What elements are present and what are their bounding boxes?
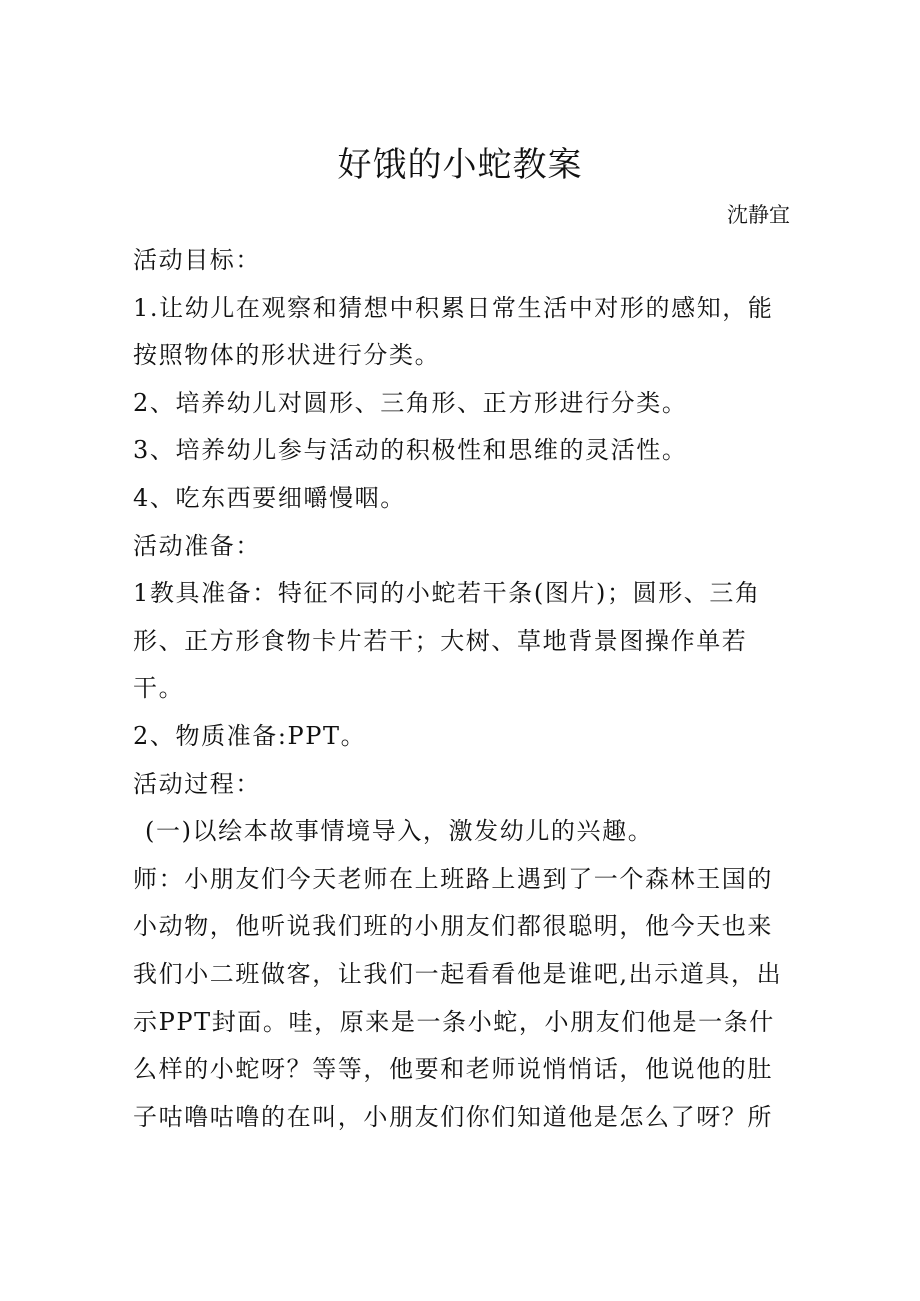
document-author: 沈静宜 <box>727 203 790 227</box>
preparation-item-2: 2、物质准备:PPT。 <box>133 721 367 750</box>
section-heading-preparation: 活动准备： <box>133 531 261 560</box>
goal-item-4: 4、吃东西要细嚼慢咽。 <box>133 483 406 512</box>
process-step-1-text: 师：小朋友们今天老师在上班路上遇到了一个森林王国的小动物，他听说我们班的小朋友们都很聪明，他今天也来我们小二班做客，让我们一起看看他是谁吧,出示道具，出示PPT封面。哇，原来是一条小蛇，小朋友们他是一条什么样的小蛇呀？等等，他要和老师说悄悄话，他说他的肚子咕噜咕噜的在叫，小朋友们你们知道他是怎么了呀？所 <box>133 864 783 1131</box>
goal-item-1: 1.让幼儿在观察和猜想中积累日常生活中对形的感知，能按照物体的形状进行分类。 <box>133 293 774 370</box>
section-heading-process: 活动过程： <box>133 769 261 798</box>
preparation-item-1: 1教具准备：特征不同的小蛇若干条(图片)；圆形、三角形、正方形食物卡片若干；大树、草地背景图操作单若干。 <box>133 579 761 703</box>
goal-item-2: 2、培养幼儿对圆形、三角形、正方形进行分类。 <box>133 388 688 417</box>
goal-item-3: 3、培养幼儿参与活动的积极性和思维的灵活性。 <box>133 436 688 465</box>
process-step-1-heading: (一)以绘本故事情境导入，激发幼儿的兴趣。 <box>145 817 654 846</box>
document-body <box>133 237 793 1141</box>
section-heading-goals: 活动目标： <box>133 246 261 274</box>
document-title: 好饿的小蛇教案 <box>337 145 583 185</box>
